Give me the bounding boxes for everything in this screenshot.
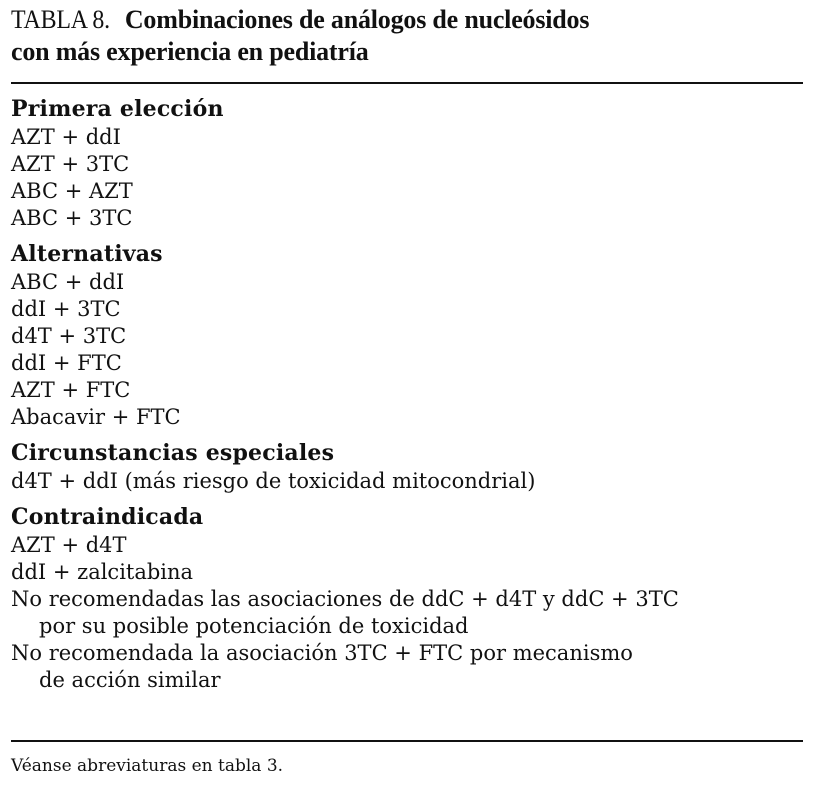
- table-title-line-1: Combinaciones de análogos de nucleósidos: [124, 5, 590, 34]
- top-rule: [11, 82, 803, 84]
- list-item: Abacavir + FTC: [11, 405, 181, 429]
- list-item: AZT + d4T: [11, 533, 127, 557]
- section-circunstancias-especiales: [11, 439, 803, 495]
- section-heading: Contraindicada: [11, 504, 204, 530]
- list-item: ddI + 3TC: [11, 297, 121, 321]
- table-title-line-2: con más experiencia en pediatría: [11, 37, 369, 66]
- bottom-rule: [11, 740, 803, 742]
- section-contraindicada: [11, 503, 803, 694]
- table-body: [11, 95, 803, 702]
- list-item: ddI + zalcitabina: [11, 560, 194, 584]
- list-item: ABC + ddI: [11, 270, 125, 294]
- table-caption: [11, 0, 803, 68]
- table-footnote: Véanse abreviaturas en tabla 3.: [11, 756, 284, 776]
- list-item-continuation: de acción similar: [39, 668, 221, 692]
- list-item: ABC + 3TC: [11, 206, 133, 230]
- list-item: No recomendadas las asociaciones de ddC + d4T y ddC + 3TC: [11, 587, 679, 611]
- list-item: AZT + FTC: [11, 378, 131, 402]
- list-item: No recomendada la asociación 3TC + FTC por mecanismo: [11, 641, 633, 665]
- list-item: AZT + ddI: [11, 125, 121, 149]
- table-label: TABLA 8.: [11, 5, 110, 34]
- list-item: ddI + FTC: [11, 351, 122, 375]
- list-item: AZT + 3TC: [11, 152, 130, 176]
- list-item: ABC + AZT: [11, 179, 133, 203]
- list-item-continuation: por su posible potenciación de toxicidad: [39, 614, 469, 638]
- section-primera-eleccion: [11, 95, 803, 232]
- section-heading: Primera elección: [11, 96, 224, 122]
- section-heading: Circunstancias especiales: [11, 440, 335, 466]
- list-item: d4T + ddI (más riesgo de toxicidad mitocondrial): [11, 469, 536, 493]
- table-8: [11, 0, 803, 776]
- list-item: d4T + 3TC: [11, 324, 127, 348]
- section-alternativas: [11, 240, 803, 431]
- caption-line-1: [11, 4, 803, 36]
- section-heading: Alternativas: [11, 241, 163, 267]
